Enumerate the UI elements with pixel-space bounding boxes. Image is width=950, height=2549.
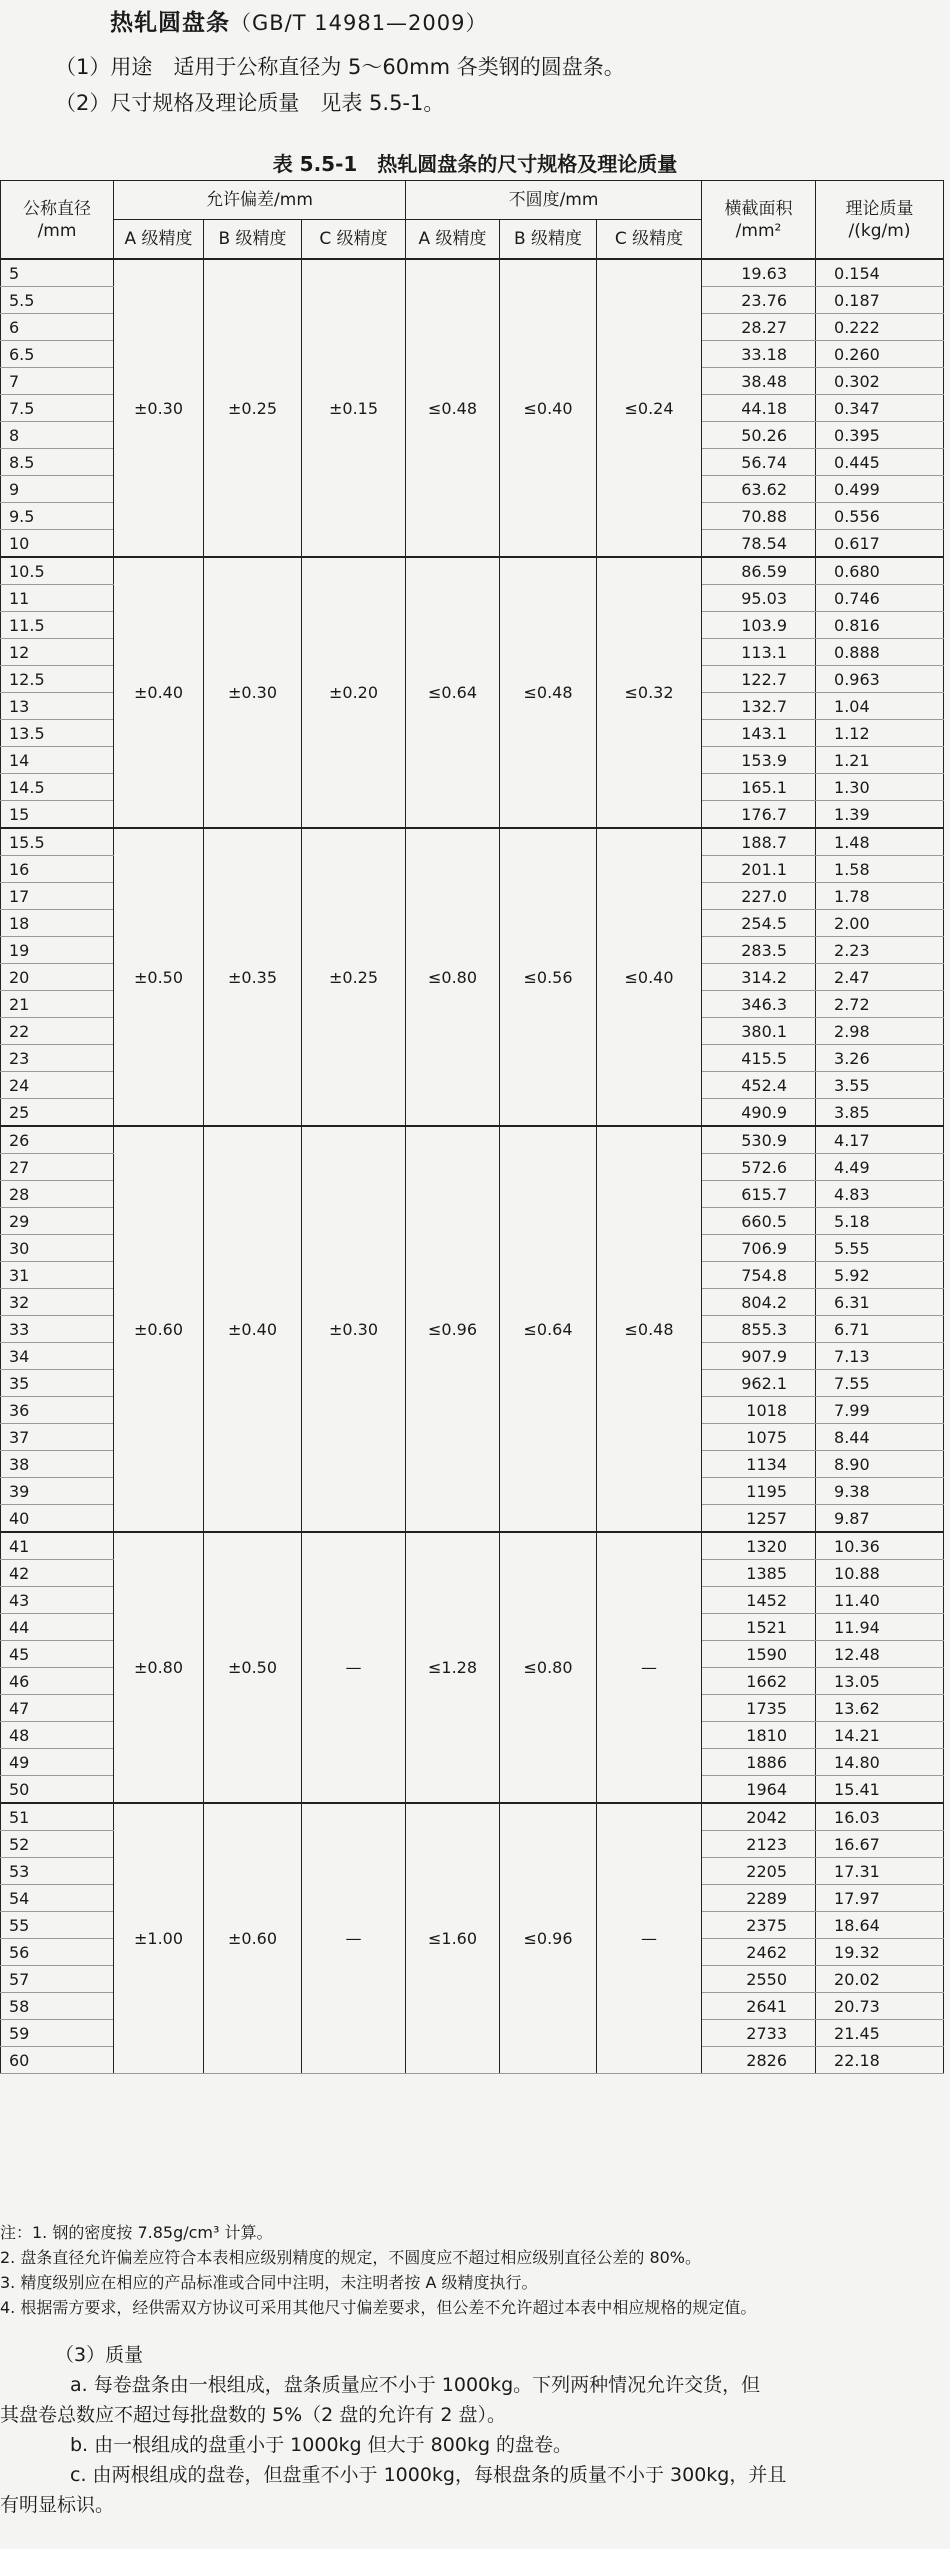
cell-area: 1662 (702, 1668, 816, 1695)
cell-area: 615.7 (702, 1181, 816, 1208)
cell-ovality-b: ≤0.96 (500, 1803, 597, 2074)
cell-nominal-diameter: 18 (1, 910, 114, 937)
cell-mass: 15.41 (816, 1776, 944, 1804)
cell-mass: 8.44 (816, 1424, 944, 1451)
cell-nominal-diameter: 41 (1, 1532, 114, 1560)
cell-nominal-diameter: 27 (1, 1154, 114, 1181)
table-row (1, 1532, 944, 1560)
cell-area: 113.1 (702, 639, 816, 666)
cell-mass: 0.260 (816, 341, 944, 368)
cell-nominal-diameter: 8.5 (1, 449, 114, 476)
cell-area: 1075 (702, 1424, 816, 1451)
cell-mass: 17.97 (816, 1885, 944, 1912)
cell-nominal-diameter: 60 (1, 2047, 114, 2074)
cell-nominal-diameter: 15 (1, 801, 114, 829)
cell-ovality-a: ≤0.96 (406, 1126, 500, 1532)
cell-nominal-diameter: 54 (1, 1885, 114, 1912)
cell-mass: 6.31 (816, 1289, 944, 1316)
cell-area: 103.9 (702, 612, 816, 639)
cell-area: 33.18 (702, 341, 816, 368)
cell-mass: 20.73 (816, 1993, 944, 2020)
header-tol-b: B 级精度 (204, 220, 302, 260)
cell-mass: 2.23 (816, 937, 944, 964)
cell-mass: 0.499 (816, 476, 944, 503)
spec-table (0, 180, 944, 2074)
note-4: 4. 根据需方要求，经供需双方协议可采用其他尺寸偏差要求，但公差不允许超过本表中相应规格的规定值。 (0, 2298, 757, 2317)
cell-area: 380.1 (702, 1018, 816, 1045)
cell-nominal-diameter: 8 (1, 422, 114, 449)
cell-area: 1195 (702, 1478, 816, 1505)
quality-line-a-cont: 其盘卷总数应不超过每批盘数的 5%（2 盘的允许有 2 盘）。 (0, 2404, 506, 2426)
intro-usage: （1）用途 适用于公称直径为 5～60mm 各类钢的圆盘条。 (55, 55, 625, 79)
cell-ovality-a: ≤1.28 (406, 1532, 500, 1803)
cell-tolerance-a: ±0.60 (114, 1126, 204, 1532)
cell-area: 2641 (702, 1993, 816, 2020)
cell-tolerance-b: ±0.50 (204, 1532, 302, 1803)
header-row-1 (1, 181, 944, 220)
header-tolerance: 允许偏差/mm (114, 181, 406, 220)
cell-area: 2733 (702, 2020, 816, 2047)
header-ovality: 不圆度/mm (406, 181, 702, 220)
cell-ovality-c: — (597, 1803, 702, 2074)
cell-nominal-diameter: 49 (1, 1749, 114, 1776)
cell-area: 2289 (702, 1885, 816, 1912)
cell-ovality-c: ≤0.40 (597, 828, 702, 1126)
cell-tolerance-c: ±0.30 (302, 1126, 406, 1532)
cell-tolerance-c: ±0.25 (302, 828, 406, 1126)
note-3: 3. 精度级别应在相应的产品标准或合同中注明，未注明者按 A 级精度执行。 (0, 2273, 538, 2292)
cell-nominal-diameter: 35 (1, 1370, 114, 1397)
cell-area: 201.1 (702, 856, 816, 883)
cell-area: 2826 (702, 2047, 816, 2074)
note-1: 注：1. 钢的密度按 7.85g/cm³ 计算。 (0, 2223, 273, 2242)
cell-nominal-diameter: 43 (1, 1587, 114, 1614)
cell-nominal-diameter: 17 (1, 883, 114, 910)
cell-nominal-diameter: 58 (1, 1993, 114, 2020)
cell-mass: 1.12 (816, 720, 944, 747)
cell-mass: 16.03 (816, 1803, 944, 1831)
cell-mass: 17.31 (816, 1858, 944, 1885)
cell-mass: 14.80 (816, 1749, 944, 1776)
header-ov-a: A 级精度 (406, 220, 500, 260)
cell-nominal-diameter: 19 (1, 937, 114, 964)
cell-mass: 2.98 (816, 1018, 944, 1045)
cell-nominal-diameter: 29 (1, 1208, 114, 1235)
cell-mass: 0.816 (816, 612, 944, 639)
cell-mass: 0.347 (816, 395, 944, 422)
cell-ovality-a: ≤0.80 (406, 828, 500, 1126)
cell-area: 63.62 (702, 476, 816, 503)
cell-nominal-diameter: 44 (1, 1614, 114, 1641)
cell-area: 78.54 (702, 530, 816, 558)
cell-area: 254.5 (702, 910, 816, 937)
cell-area: 1452 (702, 1587, 816, 1614)
quality-line-a: a. 每卷盘条由一根组成，盘条质量应不小于 1000kg。下列两种情况允许交货，但 (70, 2374, 761, 2396)
cell-area: 188.7 (702, 828, 816, 856)
cell-nominal-diameter: 6.5 (1, 341, 114, 368)
header-ov-c: C 级精度 (597, 220, 702, 260)
cell-mass: 1.21 (816, 747, 944, 774)
cell-tolerance-b: ±0.60 (204, 1803, 302, 2074)
cell-nominal-diameter: 48 (1, 1722, 114, 1749)
cell-mass: 2.00 (816, 910, 944, 937)
cell-mass: 11.40 (816, 1587, 944, 1614)
cell-tolerance-b: ±0.35 (204, 828, 302, 1126)
cell-mass: 6.71 (816, 1316, 944, 1343)
cell-area: 572.6 (702, 1154, 816, 1181)
cell-area: 2042 (702, 1803, 816, 1831)
cell-mass: 0.154 (816, 259, 944, 287)
cell-nominal-diameter: 7 (1, 368, 114, 395)
table-body (1, 259, 944, 2074)
cell-nominal-diameter: 12 (1, 639, 114, 666)
cell-area: 95.03 (702, 585, 816, 612)
cell-mass: 3.26 (816, 1045, 944, 1072)
cell-nominal-diameter: 37 (1, 1424, 114, 1451)
cell-mass: 12.48 (816, 1641, 944, 1668)
cell-nominal-diameter: 31 (1, 1262, 114, 1289)
cell-area: 143.1 (702, 720, 816, 747)
cell-nominal-diameter: 11.5 (1, 612, 114, 639)
cell-nominal-diameter: 20 (1, 964, 114, 991)
cell-mass: 11.94 (816, 1614, 944, 1641)
intro-size: （2）尺寸规格及理论质量 见表 5.5-1。 (55, 91, 445, 115)
cell-mass: 14.21 (816, 1722, 944, 1749)
cell-area: 19.63 (702, 259, 816, 287)
cell-mass: 10.88 (816, 1560, 944, 1587)
cell-mass: 2.72 (816, 991, 944, 1018)
cell-mass: 0.680 (816, 557, 944, 585)
cell-area: 165.1 (702, 774, 816, 801)
cell-nominal-diameter: 45 (1, 1641, 114, 1668)
cell-nominal-diameter: 25 (1, 1099, 114, 1127)
cell-mass: 0.617 (816, 530, 944, 558)
cell-area: 50.26 (702, 422, 816, 449)
cell-nominal-diameter: 11 (1, 585, 114, 612)
cell-area: 2205 (702, 1858, 816, 1885)
cell-mass: 4.49 (816, 1154, 944, 1181)
cell-area: 1257 (702, 1505, 816, 1533)
cell-mass: 7.99 (816, 1397, 944, 1424)
cell-area: 415.5 (702, 1045, 816, 1072)
cell-area: 56.74 (702, 449, 816, 476)
cell-area: 38.48 (702, 368, 816, 395)
cell-mass: 7.13 (816, 1343, 944, 1370)
cell-mass: 5.18 (816, 1208, 944, 1235)
cell-ovality-b: ≤0.56 (500, 828, 597, 1126)
table-row (1, 828, 944, 856)
cell-mass: 0.888 (816, 639, 944, 666)
cell-ovality-c: — (597, 1532, 702, 1803)
cell-nominal-diameter: 32 (1, 1289, 114, 1316)
table-row (1, 1803, 944, 1831)
header-nominal: 公称直径 /mm (1, 181, 114, 260)
cell-area: 132.7 (702, 693, 816, 720)
cell-area: 1964 (702, 1776, 816, 1804)
cell-nominal-diameter: 9.5 (1, 503, 114, 530)
cell-mass: 0.187 (816, 287, 944, 314)
cell-nominal-diameter: 55 (1, 1912, 114, 1939)
cell-mass: 16.67 (816, 1831, 944, 1858)
cell-area: 1385 (702, 1560, 816, 1587)
cell-area: 153.9 (702, 747, 816, 774)
cell-mass: 7.55 (816, 1370, 944, 1397)
cell-mass: 3.85 (816, 1099, 944, 1127)
cell-nominal-diameter: 5.5 (1, 287, 114, 314)
cell-area: 227.0 (702, 883, 816, 910)
cell-mass: 8.90 (816, 1451, 944, 1478)
cell-area: 1810 (702, 1722, 816, 1749)
table-notes (0, 2220, 940, 2320)
cell-mass: 1.30 (816, 774, 944, 801)
cell-area: 1735 (702, 1695, 816, 1722)
cell-area: 70.88 (702, 503, 816, 530)
cell-nominal-diameter: 9 (1, 476, 114, 503)
cell-area: 490.9 (702, 1099, 816, 1127)
cell-mass: 22.18 (816, 2047, 944, 2074)
cell-ovality-c: ≤0.48 (597, 1126, 702, 1532)
cell-nominal-diameter: 15.5 (1, 828, 114, 856)
cell-tolerance-b: ±0.30 (204, 557, 302, 828)
cell-ovality-c: ≤0.32 (597, 557, 702, 828)
cell-nominal-diameter: 14.5 (1, 774, 114, 801)
cell-mass: 1.04 (816, 693, 944, 720)
cell-nominal-diameter: 6 (1, 314, 114, 341)
cell-tolerance-a: ±0.50 (114, 828, 204, 1126)
cell-mass: 13.62 (816, 1695, 944, 1722)
cell-mass: 1.58 (816, 856, 944, 883)
cell-nominal-diameter: 36 (1, 1397, 114, 1424)
cell-nominal-diameter: 46 (1, 1668, 114, 1695)
cell-area: 1521 (702, 1614, 816, 1641)
cell-tolerance-a: ±1.00 (114, 1803, 204, 2074)
cell-area: 28.27 (702, 314, 816, 341)
cell-area: 2550 (702, 1966, 816, 1993)
cell-tolerance-c: ±0.20 (302, 557, 406, 828)
cell-nominal-diameter: 5 (1, 259, 114, 287)
cell-nominal-diameter: 33 (1, 1316, 114, 1343)
cell-area: 23.76 (702, 287, 816, 314)
cell-nominal-diameter: 59 (1, 2020, 114, 2047)
cell-mass: 10.36 (816, 1532, 944, 1560)
cell-mass: 18.64 (816, 1912, 944, 1939)
cell-mass: 4.17 (816, 1126, 944, 1154)
cell-tolerance-b: ±0.25 (204, 259, 302, 557)
quality-line-c: c. 由两根组成的盘卷，但盘重不小于 1000kg，每根盘条的质量不小于 300kg，并且 (70, 2464, 787, 2486)
cell-area: 2123 (702, 1831, 816, 1858)
quality-line-b: b. 由一根组成的盘重小于 1000kg 但大于 800kg 的盘卷。 (70, 2434, 573, 2456)
cell-tolerance-b: ±0.40 (204, 1126, 302, 1532)
cell-mass: 5.92 (816, 1262, 944, 1289)
cell-mass: 0.963 (816, 666, 944, 693)
cell-area: 804.2 (702, 1289, 816, 1316)
cell-nominal-diameter: 13.5 (1, 720, 114, 747)
cell-area: 452.4 (702, 1072, 816, 1099)
header-ov-b: B 级精度 (500, 220, 597, 260)
header-tol-c: C 级精度 (302, 220, 406, 260)
cell-nominal-diameter: 13 (1, 693, 114, 720)
cell-area: 2375 (702, 1912, 816, 1939)
cell-ovality-b: ≤0.80 (500, 1532, 597, 1803)
cell-mass: 9.38 (816, 1478, 944, 1505)
cell-tolerance-c: — (302, 1532, 406, 1803)
cell-area: 176.7 (702, 801, 816, 829)
table-caption: 表 5.5-1 热轧圆盘条的尺寸规格及理论质量 (272, 152, 678, 176)
cell-mass: 19.32 (816, 1939, 944, 1966)
cell-area: 1320 (702, 1532, 816, 1560)
cell-nominal-diameter: 21 (1, 991, 114, 1018)
cell-tolerance-c: — (302, 1803, 406, 2074)
cell-nominal-diameter: 12.5 (1, 666, 114, 693)
cell-mass: 0.302 (816, 368, 944, 395)
cell-nominal-diameter: 23 (1, 1045, 114, 1072)
cell-mass: 2.47 (816, 964, 944, 991)
cell-area: 314.2 (702, 964, 816, 991)
section-heading (110, 4, 488, 37)
cell-area: 1590 (702, 1641, 816, 1668)
cell-tolerance-a: ±0.80 (114, 1532, 204, 1803)
cell-nominal-diameter: 10 (1, 530, 114, 558)
cell-area: 1886 (702, 1749, 816, 1776)
cell-nominal-diameter: 14 (1, 747, 114, 774)
cell-ovality-b: ≤0.40 (500, 259, 597, 557)
cell-nominal-diameter: 7.5 (1, 395, 114, 422)
header-tol-a: A 级精度 (114, 220, 204, 260)
cell-area: 660.5 (702, 1208, 816, 1235)
cell-area: 346.3 (702, 991, 816, 1018)
cell-mass: 9.87 (816, 1505, 944, 1533)
cell-area: 1134 (702, 1451, 816, 1478)
cell-area: 2462 (702, 1939, 816, 1966)
cell-area: 706.9 (702, 1235, 816, 1262)
quality-line-c-cont: 有明显标识。 (0, 2494, 115, 2516)
note-2: 2. 盘条直径允许偏差应符合本表相应级别精度的规定，不圆度应不超过相应级别直径公差的 80%。 (0, 2248, 702, 2267)
cell-nominal-diameter: 47 (1, 1695, 114, 1722)
cell-nominal-diameter: 28 (1, 1181, 114, 1208)
cell-mass: 1.39 (816, 801, 944, 829)
cell-mass: 0.222 (816, 314, 944, 341)
cell-nominal-diameter: 39 (1, 1478, 114, 1505)
cell-mass: 4.83 (816, 1181, 944, 1208)
header-mass: 理论质量 /(kg/m) (816, 181, 944, 260)
cell-nominal-diameter: 53 (1, 1858, 114, 1885)
cell-mass: 1.78 (816, 883, 944, 910)
cell-mass: 0.746 (816, 585, 944, 612)
cell-nominal-diameter: 24 (1, 1072, 114, 1099)
cell-area: 855.3 (702, 1316, 816, 1343)
cell-mass: 3.55 (816, 1072, 944, 1099)
cell-area: 283.5 (702, 937, 816, 964)
cell-tolerance-a: ±0.40 (114, 557, 204, 828)
cell-area: 962.1 (702, 1370, 816, 1397)
cell-mass: 0.395 (816, 422, 944, 449)
quality-section (0, 2340, 940, 2520)
cell-mass: 0.445 (816, 449, 944, 476)
heading-standard: （GB/T 14981—2009） (230, 11, 488, 35)
cell-area: 1018 (702, 1397, 816, 1424)
cell-area: 754.8 (702, 1262, 816, 1289)
cell-nominal-diameter: 40 (1, 1505, 114, 1533)
cell-ovality-a: ≤0.64 (406, 557, 500, 828)
table-row (1, 1126, 944, 1154)
cell-tolerance-a: ±0.30 (114, 259, 204, 557)
cell-nominal-diameter: 51 (1, 1803, 114, 1831)
cell-nominal-diameter: 30 (1, 1235, 114, 1262)
cell-nominal-diameter: 38 (1, 1451, 114, 1478)
cell-area: 530.9 (702, 1126, 816, 1154)
cell-area: 907.9 (702, 1343, 816, 1370)
cell-nominal-diameter: 16 (1, 856, 114, 883)
cell-nominal-diameter: 10.5 (1, 557, 114, 585)
cell-area: 122.7 (702, 666, 816, 693)
cell-mass: 20.02 (816, 1966, 944, 1993)
cell-ovality-a: ≤0.48 (406, 259, 500, 557)
cell-mass: 5.55 (816, 1235, 944, 1262)
cell-ovality-a: ≤1.60 (406, 1803, 500, 2074)
heading-title: 热轧圆盘条 (110, 10, 230, 36)
cell-nominal-diameter: 22 (1, 1018, 114, 1045)
cell-mass: 13.05 (816, 1668, 944, 1695)
cell-nominal-diameter: 50 (1, 1776, 114, 1804)
cell-nominal-diameter: 26 (1, 1126, 114, 1154)
cell-nominal-diameter: 42 (1, 1560, 114, 1587)
cell-ovality-c: ≤0.24 (597, 259, 702, 557)
cell-mass: 0.556 (816, 503, 944, 530)
cell-mass: 21.45 (816, 2020, 944, 2047)
table-row (1, 259, 944, 287)
cell-tolerance-c: ±0.15 (302, 259, 406, 557)
cell-nominal-diameter: 56 (1, 1939, 114, 1966)
quality-title: （3）质量 (55, 2344, 144, 2366)
cell-area: 86.59 (702, 557, 816, 585)
table-row (1, 557, 944, 585)
cell-mass: 1.48 (816, 828, 944, 856)
header-area: 横截面积 /mm² (702, 181, 816, 260)
cell-nominal-diameter: 52 (1, 1831, 114, 1858)
cell-area: 44.18 (702, 395, 816, 422)
cell-nominal-diameter: 34 (1, 1343, 114, 1370)
cell-nominal-diameter: 57 (1, 1966, 114, 1993)
cell-ovality-b: ≤0.64 (500, 1126, 597, 1532)
cell-ovality-b: ≤0.48 (500, 557, 597, 828)
